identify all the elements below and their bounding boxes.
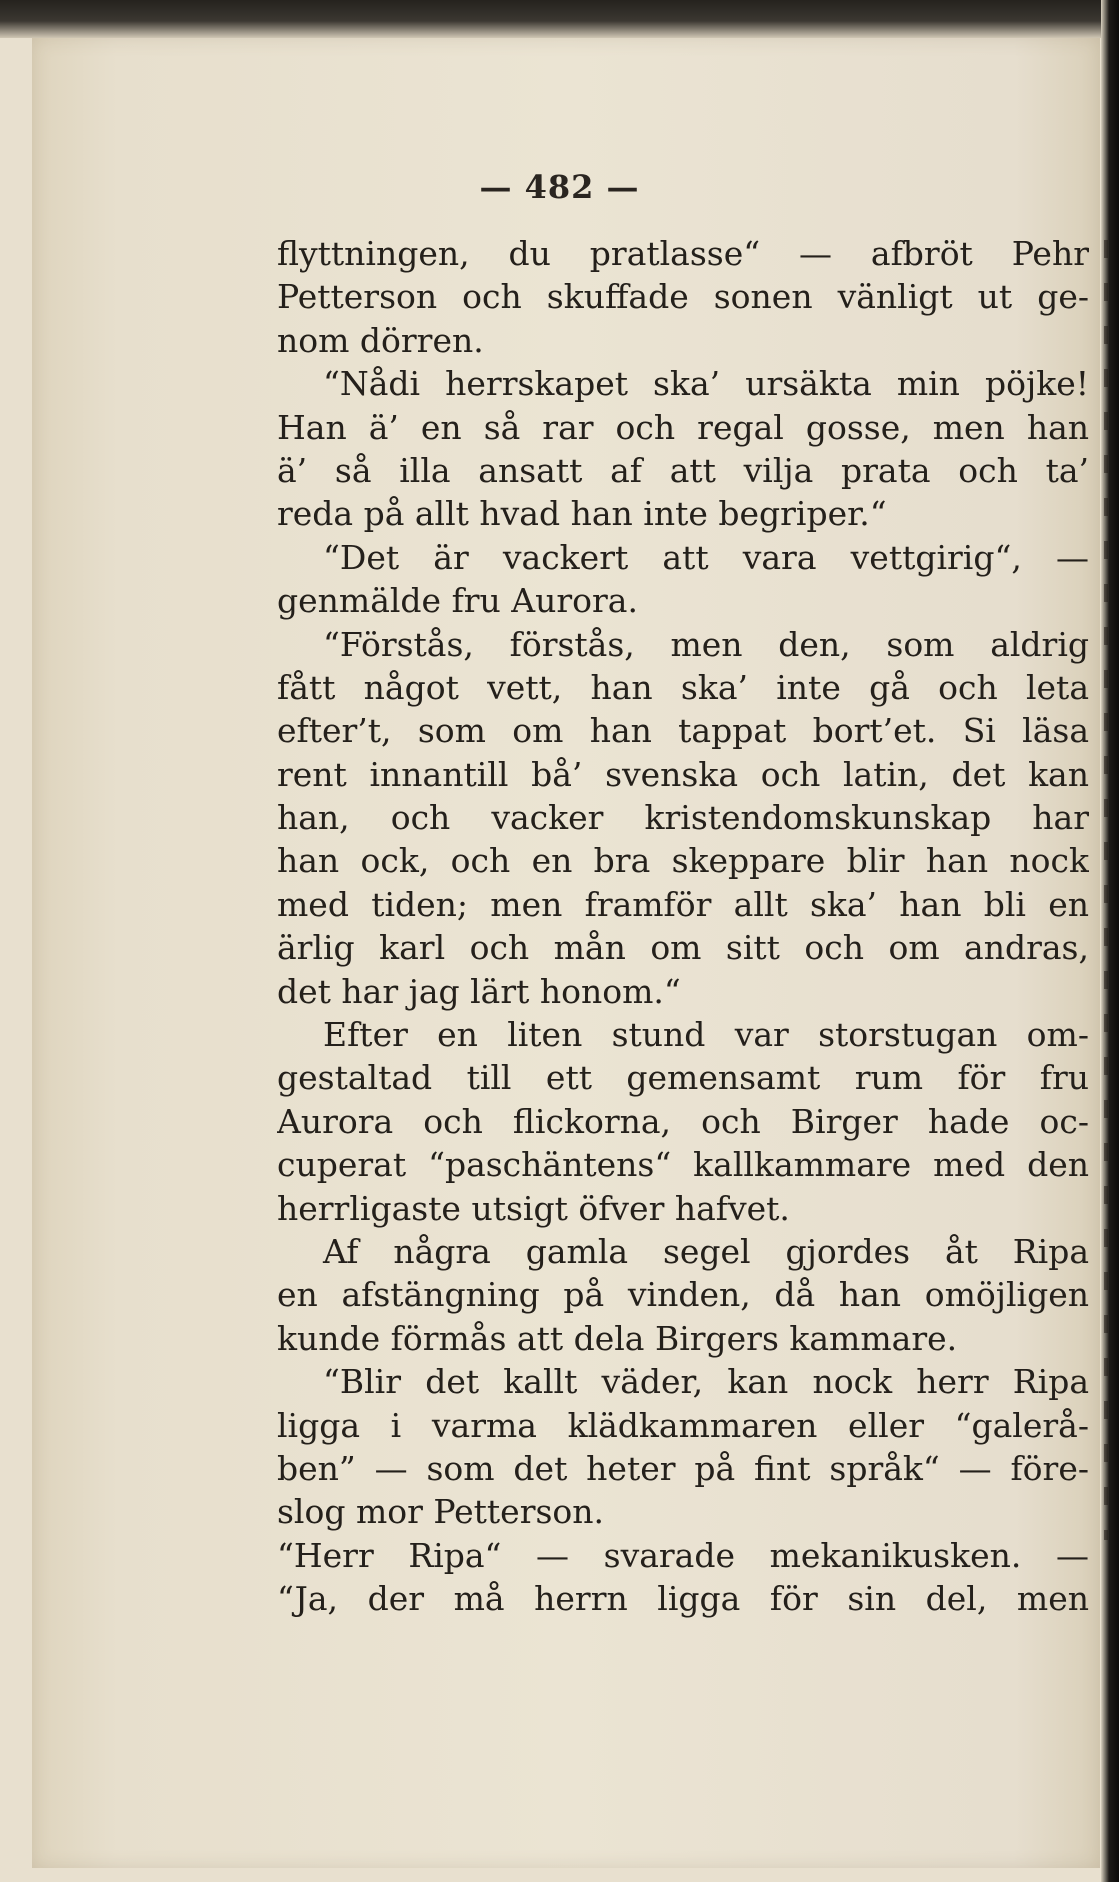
text-line: ben” — som det heter på fint språk“ — före- [277, 1448, 1089, 1488]
text-line: “Förstås, förstås, men den, som aldrig [323, 624, 1089, 664]
text-line: “Ja, der må herrn ligga för sin del, men [277, 1579, 1089, 1619]
text-line: med tiden; men framför allt ska’ han bli en [277, 884, 1089, 924]
text-line: ligga i varma klädkammaren eller “galerå- [277, 1405, 1089, 1445]
text-line: “Det är vackert att vara vettgirig“, — [323, 537, 1089, 577]
text-line: gestaltad till ett gemensamt rum för fru [277, 1058, 1089, 1098]
scan-top-shadow [0, 0, 1119, 38]
text-line: slog mor Petterson. [277, 1492, 605, 1532]
text-line: flyttningen, du pratlasse“ — afbröt Pehr [277, 234, 1089, 273]
text-line: han, och vacker kristendomskunskap har [277, 798, 1089, 838]
text-line: det har jag lärt honom.“ [277, 971, 681, 1011]
page-number: — 482 — [479, 168, 640, 206]
text-line: nom dörren. [277, 320, 484, 360]
text-line: ä’ så illa ansatt af att vilja prata och ta’ [277, 450, 1089, 490]
text-line: Han ä’ en så rar och regal gosse, men han [277, 407, 1089, 447]
text-line: Af några gamla segel gjordes åt Ripa [323, 1231, 1089, 1271]
text-line: reda på allt hvad han inte begriper.“ [277, 494, 887, 534]
text-line: efter’t, som om han tappat bort’et. Si läsa [277, 711, 1089, 751]
text-line: han ock, och en bra skeppare blir han nock [277, 841, 1089, 881]
text-line: Aurora och flickorna, och Birger hade oc- [277, 1101, 1089, 1141]
text-line: “Herr Ripa“ — svarade mekanikusken. — [277, 1535, 1089, 1575]
text-line: fått något vett, han ska’ inte gå och leta [277, 667, 1089, 707]
text-line: Efter en liten stund var storstugan om- [323, 1015, 1089, 1055]
body-text [277, 232, 1089, 1621]
text-line: ärlig karl och mån om sitt och om andras, [277, 928, 1089, 968]
text-line: herrligaste utsigt öfver hafvet. [277, 1188, 790, 1228]
text-line: “Nådi herrskapet ska’ ursäkta min pöjke! [323, 364, 1089, 404]
text-line: cuperat “paschäntens“ kallkammare med den [277, 1145, 1089, 1185]
text-line: genmälde fru Aurora. [277, 581, 638, 621]
text-line: Petterson och skuffade sonen vänligt ut ge- [277, 277, 1089, 317]
text-line: “Blir det kallt väder, kan nock herr Ripa [323, 1362, 1089, 1402]
text-line: kunde förmås att dela Birgers kammare. [277, 1318, 958, 1358]
text-line: en afstängning på vinden, då han omöjligen [277, 1275, 1089, 1315]
margin-edge-marks [1104, 240, 1108, 1540]
text-line: rent innantill bå’ svenska och latin, det kan [277, 754, 1089, 794]
